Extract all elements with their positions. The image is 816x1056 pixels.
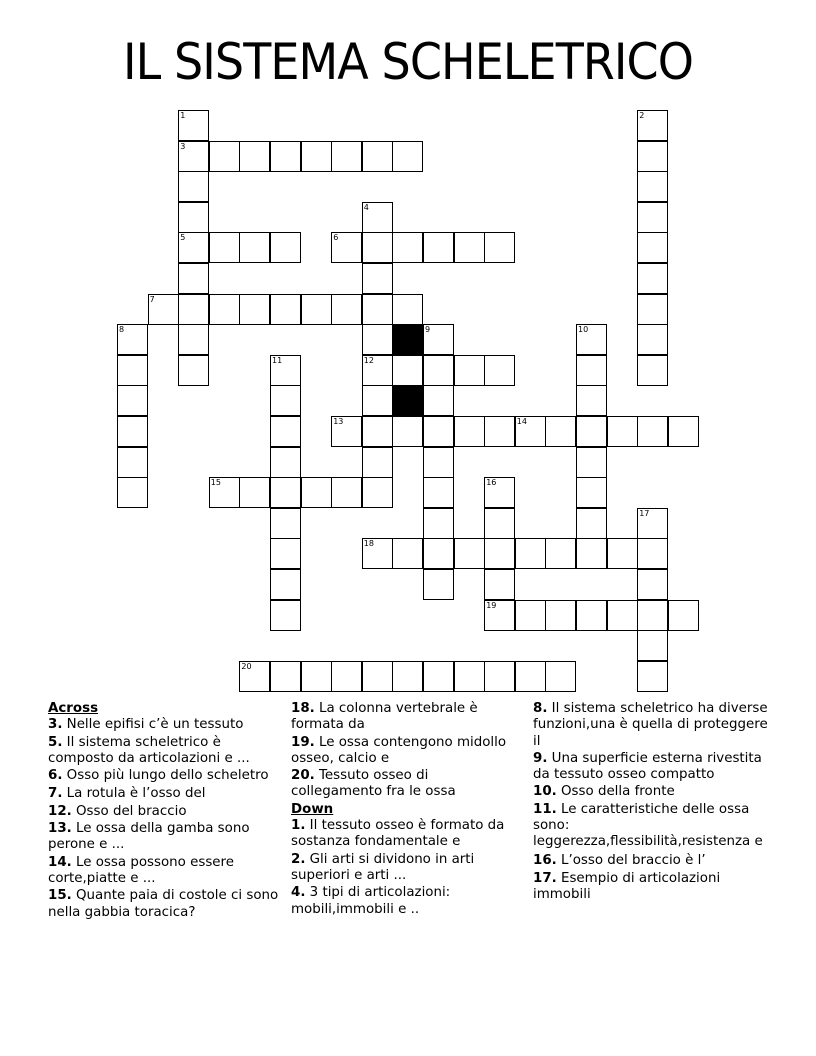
grid-cell[interactable]: [301, 661, 332, 692]
grid-cell[interactable]: [484, 661, 515, 692]
clues-column-3: [533, 701, 769, 905]
clue-number-label: 6: [333, 233, 339, 243]
grid-cell[interactable]: [637, 141, 668, 172]
grid-cell[interactable]: [178, 202, 209, 233]
grid-cell[interactable]: [178, 324, 209, 355]
grid-cell[interactable]: [239, 477, 270, 508]
grid-cell[interactable]: [362, 447, 393, 478]
clue-number-label: 7: [149, 294, 155, 304]
grid-cell[interactable]: [178, 171, 209, 202]
grid-cell[interactable]: [178, 355, 209, 386]
clue-number-label: 10: [578, 325, 589, 335]
grid-cell[interactable]: [117, 355, 148, 386]
across-heading: Across: [48, 701, 99, 716]
clue-number-label: 18: [363, 539, 374, 549]
grid-cell[interactable]: [576, 477, 607, 508]
clue-across-18: 18. La colonna vertebrale è formata da: [291, 701, 478, 733]
grid-cell[interactable]: [423, 232, 454, 263]
clue-down-16: 16. L’osso del braccio è l’: [533, 852, 706, 868]
grid-cell[interactable]: [423, 447, 454, 478]
grid-cell[interactable]: [331, 294, 362, 325]
grid-cell[interactable]: [454, 661, 485, 692]
black-square: [392, 324, 423, 355]
grid-cell[interactable]: [178, 263, 209, 294]
grid-cell[interactable]: [331, 661, 362, 692]
grid-cell[interactable]: [607, 416, 638, 447]
grid-cell[interactable]: [392, 232, 423, 263]
clue-across-14: 14. Le ossa possono essere corte,piatte e ...: [48, 854, 234, 886]
clue-number-label: 17: [639, 508, 650, 518]
grid-cell[interactable]: [301, 294, 332, 325]
grid-cell[interactable]: [454, 416, 485, 447]
grid-cell[interactable]: [392, 355, 423, 386]
clue-across-7: 7. La rotula è l’osso del: [48, 786, 206, 802]
grid-cell[interactable]: [423, 385, 454, 416]
clue-number-label: 20: [241, 661, 252, 671]
clue-down-1: 1. Il tessuto osseo è formato da sostanza fondamentale e: [291, 818, 505, 850]
clue-down-9: 9. Una superficie esterna rivestita da tessuto osseo compatto: [533, 750, 762, 783]
grid-cell[interactable]: [637, 232, 668, 263]
grid-cell[interactable]: [423, 355, 454, 386]
grid-cell[interactable]: [117, 416, 148, 447]
clue-across-3: 3. Nelle epifisi c’è un tessuto: [48, 717, 244, 733]
clue-across-20: 20. Tessuto osseo di collegamento fra le ossa: [291, 768, 456, 800]
grid-cell[interactable]: [239, 294, 270, 325]
grid-cell[interactable]: [392, 661, 423, 692]
grid-cell[interactable]: [484, 355, 515, 386]
grid-cell[interactable]: [362, 324, 393, 355]
grid-cell[interactable]: [270, 661, 301, 692]
clue-number-label: 1: [180, 111, 186, 120]
grid-cell[interactable]: [545, 538, 576, 569]
clue-number-label: 19: [486, 600, 497, 610]
grid-cell[interactable]: [637, 416, 668, 447]
grid-cell[interactable]: [209, 232, 240, 263]
grid-cell[interactable]: [637, 171, 668, 202]
grid-cell[interactable]: [331, 141, 362, 172]
grid-cell[interactable]: [515, 661, 546, 692]
grid-cell[interactable]: [423, 416, 454, 447]
clue-number-label: 14: [516, 417, 527, 426]
grid-cell[interactable]: [270, 600, 301, 631]
grid-cell[interactable]: [270, 141, 301, 172]
black-square: [392, 385, 423, 416]
grid-cell[interactable]: [362, 232, 393, 263]
grid-cell[interactable]: [545, 661, 576, 692]
clue-number-label: 13: [333, 417, 344, 426]
grid-cell[interactable]: [239, 232, 270, 263]
grid-cell[interactable]: [484, 569, 515, 600]
clue-number-label: 12: [363, 355, 374, 365]
grid-cell[interactable]: [392, 294, 423, 325]
clue-down-4: 4. 3 tipi di articolazioni: mobili,immobili e ..: [291, 885, 451, 917]
grid-cell[interactable]: [545, 416, 576, 447]
grid-cell[interactable]: [637, 600, 668, 631]
grid-cell[interactable]: [576, 355, 607, 386]
grid-cell[interactable]: [454, 355, 485, 386]
grid-cell[interactable]: [362, 294, 393, 325]
grid-cell[interactable]: [209, 294, 240, 325]
clue-across-19: 19. Le ossa contengono midollo osseo, calcio e: [291, 734, 507, 766]
grid-cell[interactable]: [270, 508, 301, 539]
grid-cell[interactable]: [270, 538, 301, 569]
grid-cell[interactable]: [270, 447, 301, 478]
grid-cell[interactable]: [362, 416, 393, 447]
clue-number-label: 3: [180, 141, 186, 151]
grid-cell[interactable]: [301, 477, 332, 508]
grid-cell[interactable]: [270, 232, 301, 263]
clue-across-6: 6. Osso più lungo dello scheletro: [48, 768, 269, 784]
grid-cell[interactable]: [637, 324, 668, 355]
clue-number-label: 15: [210, 478, 221, 488]
grid-cell[interactable]: [668, 600, 699, 631]
grid-cell[interactable]: [362, 141, 393, 172]
grid-cell[interactable]: [637, 538, 668, 569]
grid-cell[interactable]: [270, 416, 301, 447]
grid-cell[interactable]: [484, 508, 515, 539]
grid-cell[interactable]: [423, 508, 454, 539]
grid-cell[interactable]: [331, 477, 362, 508]
grid-cell[interactable]: [423, 569, 454, 600]
grid-cell[interactable]: [515, 600, 546, 631]
down-heading: Down: [291, 801, 334, 817]
grid-cell[interactable]: [576, 416, 607, 447]
grid-cell[interactable]: [637, 569, 668, 600]
grid-cell[interactable]: [117, 477, 148, 508]
grid-cell[interactable]: [576, 600, 607, 631]
grid-cell[interactable]: [668, 416, 699, 447]
grid-cell[interactable]: [607, 538, 638, 569]
grid-cell[interactable]: [637, 202, 668, 233]
grid-cell[interactable]: [637, 294, 668, 325]
grid-cell[interactable]: [270, 477, 301, 508]
grid-cell[interactable]: [423, 661, 454, 692]
grid-cell[interactable]: [484, 416, 515, 447]
grid-cell[interactable]: [515, 538, 546, 569]
clue-across-13: 13. Le ossa della gamba sono perone e ...: [48, 821, 250, 853]
grid-cell[interactable]: [637, 630, 668, 661]
clue-number-label: 2: [639, 111, 645, 120]
grid-cell[interactable]: [423, 477, 454, 508]
grid-cell[interactable]: [576, 447, 607, 478]
clue-number-label: 11: [272, 355, 283, 365]
grid-cell[interactable]: [117, 385, 148, 416]
clue-number-label: 9: [425, 325, 431, 335]
clue-number-label: 5: [180, 233, 186, 243]
grid-cell[interactable]: [270, 385, 301, 416]
grid-cell[interactable]: [484, 232, 515, 263]
grid-cell[interactable]: [454, 232, 485, 263]
clue-down-10: 10. Osso della fronte: [533, 784, 675, 800]
clue-down-11: 11. Le caratteristiche delle ossa sono: leggerezza,flessibilità,resistenza e: [533, 801, 763, 850]
clue-number-label: 16: [486, 478, 497, 488]
grid-cell[interactable]: [392, 538, 423, 569]
grid-cell[interactable]: [209, 141, 240, 172]
grid-cell[interactable]: [362, 263, 393, 294]
grid-cell[interactable]: [362, 477, 393, 508]
clues-column-2: [291, 701, 511, 919]
grid-cell[interactable]: [607, 600, 638, 631]
grid-cell[interactable]: [362, 385, 393, 416]
grid-cell[interactable]: [423, 538, 454, 569]
grid-cell[interactable]: [484, 538, 515, 569]
clue-down-2: 2. Gli arti si dividono in arti superiori e arti ...: [291, 851, 475, 883]
clue-across-15: 15. Quante paia di costole ci sono nella gabbia toracica?: [48, 888, 279, 920]
grid-cell[interactable]: [270, 294, 301, 325]
grid-cell[interactable]: [637, 661, 668, 692]
clue-across-12: 12. Osso del braccio: [48, 803, 187, 819]
grid-cell[interactable]: [392, 416, 423, 447]
grid-cell[interactable]: [178, 294, 209, 325]
clue-down-17: 17. Esempio di articolazioni immobili: [533, 870, 721, 903]
clue-across-5: 5. Il sistema scheletrico è composto da articolazioni e ...: [48, 734, 250, 766]
grid-cell[interactable]: [301, 141, 332, 172]
grid-cell[interactable]: [637, 355, 668, 386]
clue-number-label: 4: [363, 202, 369, 212]
grid-cell[interactable]: [576, 508, 607, 539]
grid-cell[interactable]: [545, 600, 576, 631]
page-title: IL SISTEMA SCHELETRICO: [122, 33, 694, 91]
grid-cell[interactable]: [576, 385, 607, 416]
clue-down-8: 8. Il sistema scheletrico ha diverse funzioni,una è quella di proteggere il: [533, 701, 768, 749]
grid-cell[interactable]: [239, 141, 270, 172]
grid-cell[interactable]: [454, 538, 485, 569]
grid-cell[interactable]: [270, 569, 301, 600]
grid-cell[interactable]: [392, 141, 423, 172]
grid-cell[interactable]: [117, 447, 148, 478]
grid-cell[interactable]: [362, 661, 393, 692]
grid-cell[interactable]: [637, 263, 668, 294]
grid-cell[interactable]: [576, 538, 607, 569]
clues-column-1: [48, 701, 284, 922]
clue-number-label: 8: [119, 325, 125, 335]
